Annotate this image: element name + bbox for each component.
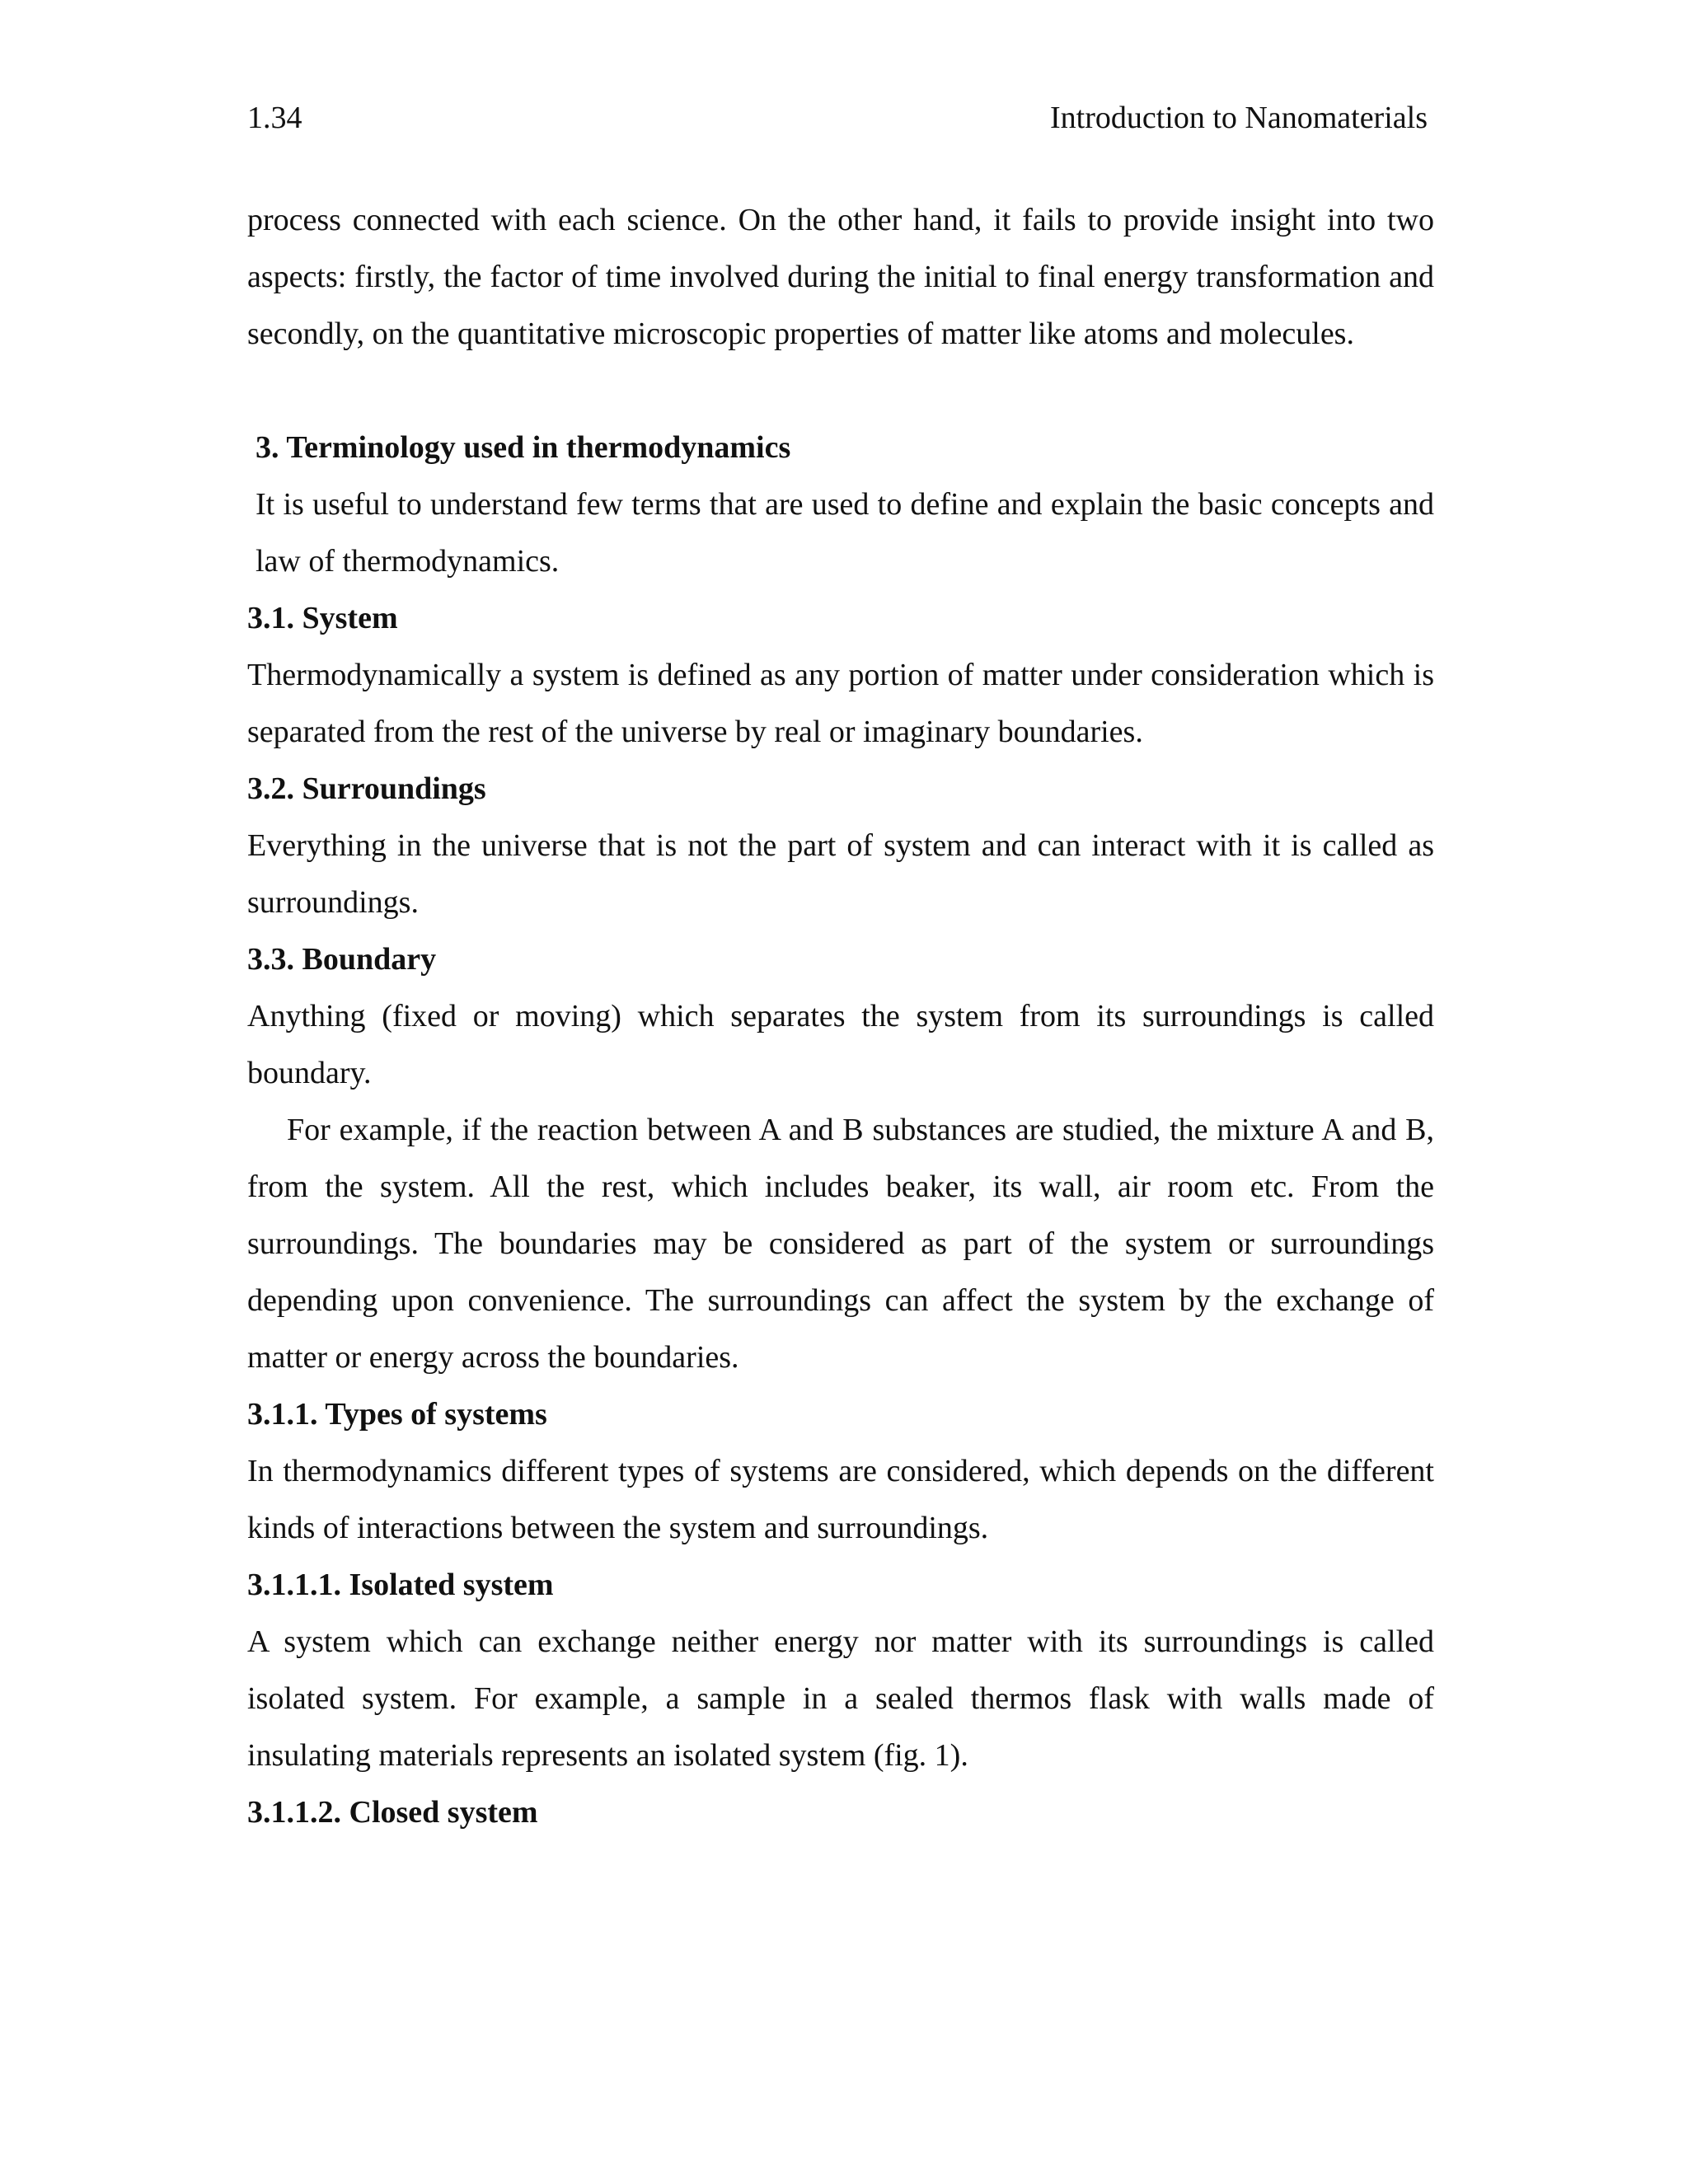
terminology-paragraph: It is useful to understand few terms that are used to define and explain the basic concepts and law of thermodynamics. xyxy=(256,487,1434,579)
section-heading-isolated-system: 3.1.1.1. Isolated system xyxy=(247,1568,554,1602)
intro-paragraph: process connected with each science. On the other hand, it fails to provide insight into two aspects: firstly, the factor of time involved during the initial to final energy transformation and secondly, on the quantitative microscopic properties of matter like atoms and molecules. xyxy=(247,203,1434,351)
types-paragraph: In thermodynamics different types of systems are considered, which depends on the different kinds of interactions between the system and surroundings. xyxy=(247,1454,1434,1545)
page-number: 1.34 xyxy=(247,101,302,135)
section-heading-terminology: 3. Terminology used in thermodynamics xyxy=(256,430,791,465)
section-heading-closed-system: 3.1.1.2. Closed system xyxy=(247,1795,538,1830)
system-paragraph: Thermodynamically a system is defined as any portion of matter under consideration which is separated from the rest of the universe by real or imaginary boundaries. xyxy=(247,658,1434,749)
section-heading-system: 3.1. System xyxy=(247,601,398,635)
surroundings-paragraph: Everything in the universe that is not the part of system and can interact with it is called as surroundings. xyxy=(247,828,1434,920)
section-heading-surroundings: 3.2. Surroundings xyxy=(247,771,486,806)
section-heading-types-of-systems: 3.1.1. Types of systems xyxy=(247,1397,547,1432)
isolated-paragraph: A system which can exchange neither energy nor matter with its surroundings is called isolated system. For example, a sample in a sealed thermos flask with walls made of insulating materials represents an isolated system (fig. 1). xyxy=(247,1624,1434,1773)
running-title: Introduction to Nanomaterials xyxy=(1050,101,1428,135)
section-heading-boundary: 3.3. Boundary xyxy=(247,942,437,977)
boundary-paragraph: Anything (fixed or moving) which separates the system from its surroundings is called boundary. xyxy=(247,999,1434,1090)
example-paragraph: For example, if the reaction between A and B substances are studied, the mixture A and B, from the system. All the rest, which includes beaker, its wall, air room etc. From the surroundings. The boundaries may be considered as part of the system or surroundings depending upon convenience. The surroundings can affect the system by the exchange of matter or energy across the boundaries. xyxy=(247,1113,1434,1375)
body-text xyxy=(247,192,1434,1841)
section-spacer xyxy=(247,363,1434,419)
